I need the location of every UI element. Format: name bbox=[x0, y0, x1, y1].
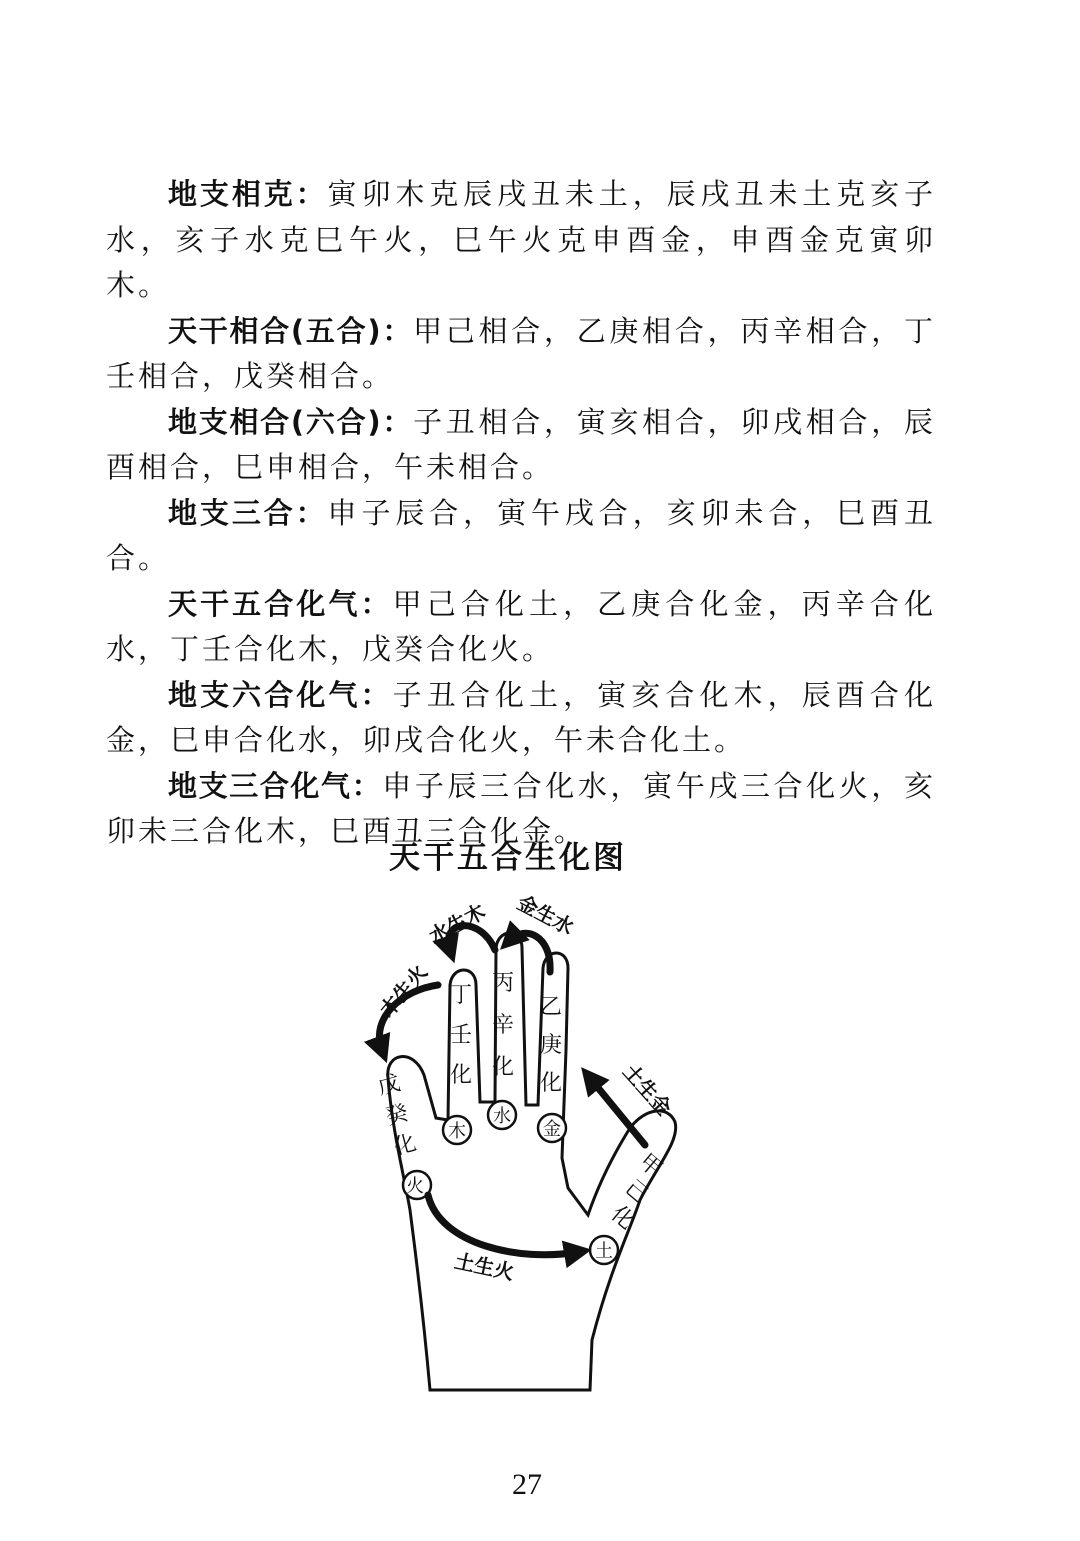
term-label: 地支相克： bbox=[168, 177, 328, 211]
term-label: 天干五合化气： bbox=[168, 586, 393, 621]
middle-char-3: 化 bbox=[492, 1055, 515, 1080]
paragraph-text: 申子辰合，寅午戌合，亥卯未合，巳酉丑合。 bbox=[106, 495, 936, 575]
label-metal-water: 金生水 bbox=[513, 890, 578, 940]
paragraph-branch-restraint bbox=[106, 172, 936, 309]
paragraph-text: 甲己相合，乙庚相合，丙辛相合，丁壬相合，戊癸相合。 bbox=[106, 313, 936, 393]
term-label: 地支三合化气： bbox=[168, 768, 383, 803]
label-water-wood: 水生木 bbox=[425, 899, 490, 949]
label-earth-fire: 土生火 bbox=[452, 1248, 517, 1285]
term-label: 天干相合(五合)： bbox=[168, 313, 414, 348]
paragraph-branch-six-transformation bbox=[106, 673, 936, 764]
ring-element: 木 bbox=[448, 1121, 466, 1142]
paragraph-text: 子丑相合，寅亥相合，卯戌相合，辰酉相合，巳申相合，午未相合。 bbox=[106, 404, 936, 484]
index-char-3: 化 bbox=[540, 1071, 563, 1096]
index-char-1: 乙 bbox=[540, 995, 563, 1020]
figure-title: 天干五合生化图 bbox=[389, 840, 627, 876]
paragraph-text: 申子辰三合化水，寅午戌三合化火，亥卯未三合化木，巳酉丑三合化金。 bbox=[106, 768, 936, 848]
label-wood-fire: 木生火 bbox=[375, 960, 433, 1022]
ring-char-2: 壬 bbox=[450, 1023, 473, 1048]
pinky-char-1: 戊 bbox=[375, 1070, 404, 1101]
thumb-char-2: 己 bbox=[619, 1175, 653, 1209]
paragraph-branch-six-combination bbox=[106, 400, 936, 491]
label-earth-metal: 土生金 bbox=[618, 1059, 677, 1120]
paragraph-text: 甲己合化土，乙庚合化金，丙辛合化水，丁壬合化木，戊癸合化火。 bbox=[106, 586, 936, 666]
index-char-2: 庚 bbox=[540, 1033, 563, 1058]
paragraph-stem-combination bbox=[106, 309, 936, 400]
hand-outline bbox=[388, 933, 676, 1390]
index-element: 金 bbox=[543, 1119, 561, 1140]
thumb-char-3: 化 bbox=[605, 1201, 639, 1235]
paragraph-text: 寅卯木克辰戌丑未土，辰戌丑未土克亥子水，亥子水克巳午火，巳午火克申酉金，申酉金克寅卯木。 bbox=[106, 177, 936, 302]
term-label: 地支三合： bbox=[168, 495, 328, 530]
hand-diagram bbox=[340, 890, 700, 1400]
middle-element: 水 bbox=[493, 1106, 511, 1127]
body-text bbox=[106, 172, 936, 855]
pinky-element: 火 bbox=[406, 1176, 424, 1197]
ring-char-1: 丁 bbox=[450, 983, 473, 1008]
pinky-char-2: 癸 bbox=[383, 1100, 412, 1131]
term-label: 地支六合化气： bbox=[168, 677, 393, 712]
middle-char-1: 丙 bbox=[492, 971, 515, 996]
pinky-char-3: 化 bbox=[391, 1130, 420, 1161]
middle-char-2: 辛 bbox=[492, 1013, 515, 1038]
paragraph-branch-three-combination bbox=[106, 491, 936, 582]
thumb-char-1: 甲 bbox=[633, 1149, 667, 1183]
thumb-element: 土 bbox=[595, 1241, 613, 1262]
paragraph-text: 子丑合化土，寅亥合化木，辰酉合化金，巳申合化水，卯戌合化火，午未合化土。 bbox=[106, 677, 936, 757]
term-label: 地支相合(六合)： bbox=[168, 404, 414, 439]
page-number: 27 bbox=[512, 1468, 542, 1501]
ring-char-3: 化 bbox=[450, 1063, 473, 1088]
paragraph-stem-transformation bbox=[106, 582, 936, 673]
